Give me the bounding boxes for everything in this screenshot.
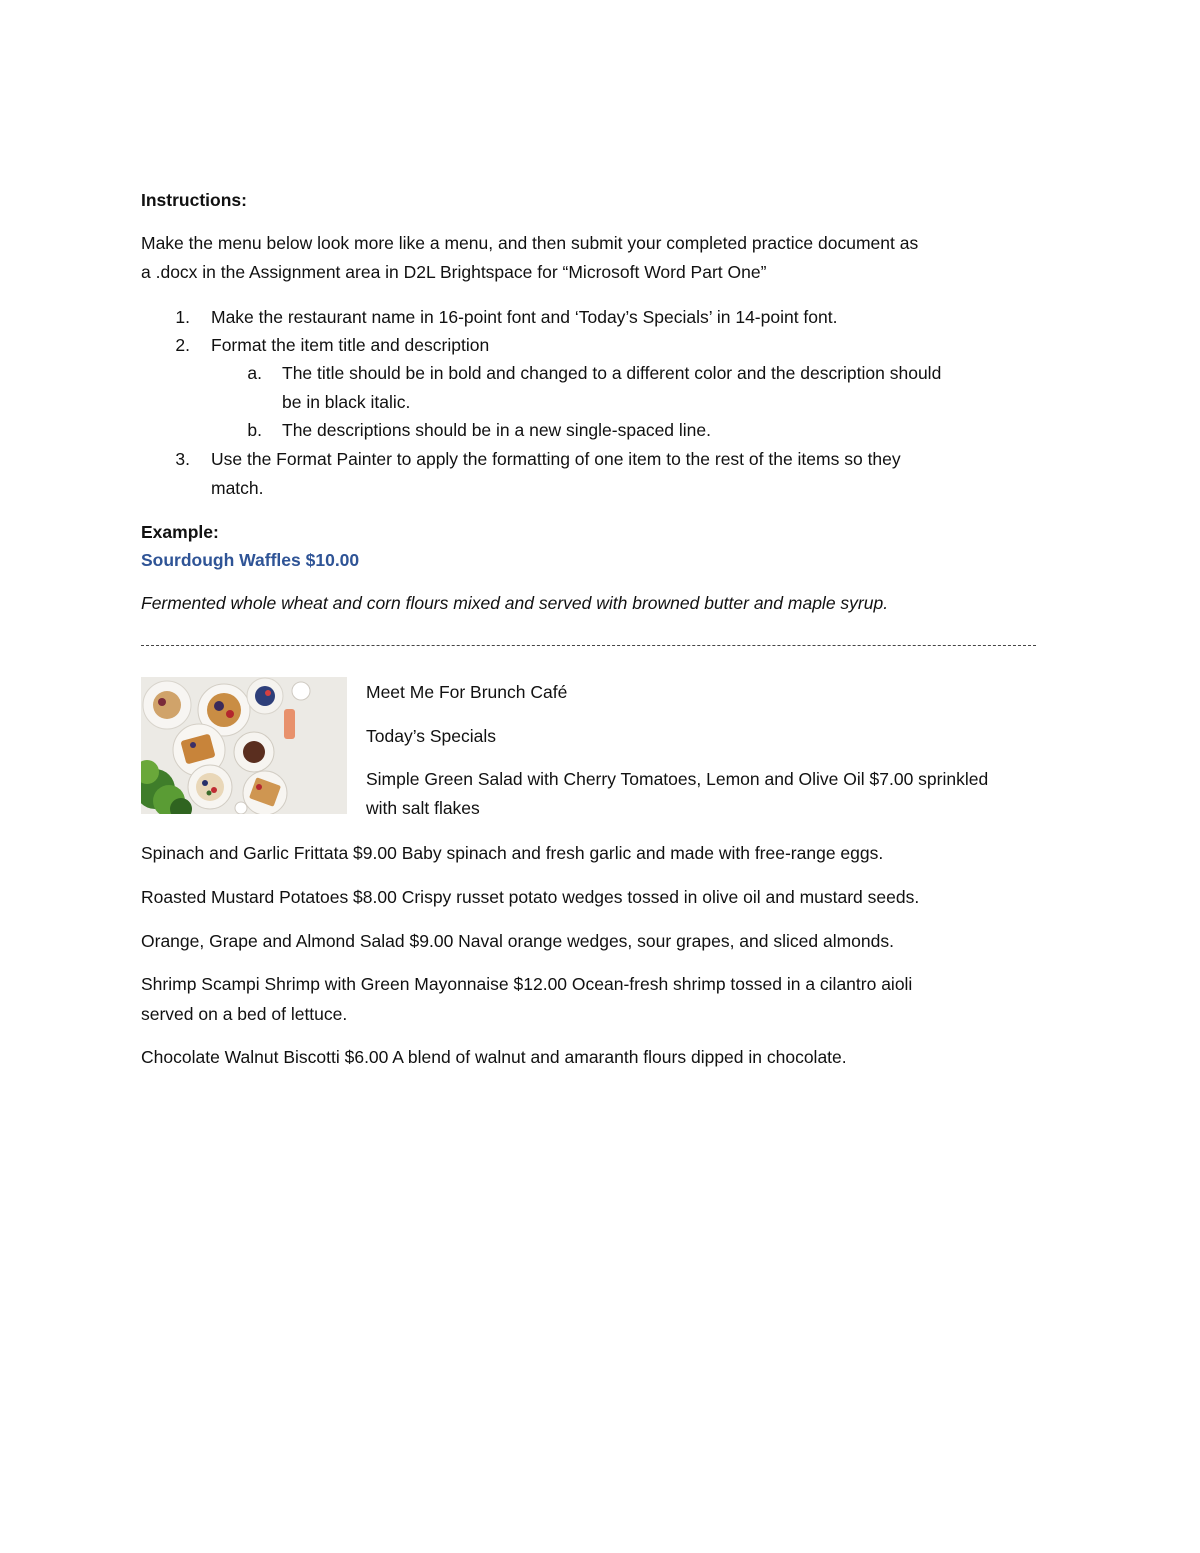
intro-line-1: Make the menu below look more like a menu, and then submit your completed practice document as xyxy=(141,233,919,253)
intro-line-2: a .docx in the Assignment area in D2L Brightspace for “Microsoft Word Part One” xyxy=(141,262,767,282)
menu-item-3: Roasted Mustard Potatoes $8.00 Crispy russet potato wedges tossed in olive oil and mustard seeds. xyxy=(141,887,920,907)
menu-item-5-line-2: served on a bed of lettuce. xyxy=(141,1004,348,1024)
menu-item-4: Orange, Grape and Almond Salad $9.00 Naval orange wedges, sour grapes, and sliced almonds. xyxy=(141,931,894,951)
example-heading: Example: xyxy=(141,522,219,542)
example-item-description: Fermented whole wheat and corn flours mixed and served with browned butter and maple syrup. xyxy=(141,593,889,613)
substep-a-line-2: be in black italic. xyxy=(282,392,411,412)
instructions-heading: Instructions: xyxy=(141,190,247,210)
dashed-divider xyxy=(141,645,1036,646)
restaurant-name: Meet Me For Brunch Café xyxy=(366,682,568,702)
specials-heading: Today’s Specials xyxy=(366,726,497,746)
substep-b-text: The descriptions should be in a new single-spaced line. xyxy=(282,420,712,440)
step-1-number: 1. xyxy=(175,307,190,327)
step-2-text: Format the item title and description xyxy=(211,335,490,355)
step-2-number: 2. xyxy=(175,335,190,355)
step-3-number: 3. xyxy=(175,449,190,469)
menu-item-5-line-1: Shrimp Scampi Shrimp with Green Mayonnaise $12.00 Ocean-fresh shrimp tossed in a cilantro aioli xyxy=(141,974,913,994)
menu-item-6: Chocolate Walnut Biscotti $6.00 A blend of walnut and amaranth flours dipped in chocolate. xyxy=(141,1047,847,1067)
example-item-title: Sourdough Waffles $10.00 xyxy=(141,550,360,570)
step-3-line-2: match. xyxy=(211,478,264,498)
menu-item-1-line-1: Simple Green Salad with Cherry Tomatoes, Lemon and Olive Oil $7.00 sprinkled xyxy=(366,769,989,789)
menu-item-1-line-2: with salt flakes xyxy=(366,798,480,818)
substep-a-line-1: The title should be in bold and changed to a different color and the description should xyxy=(282,363,942,383)
brunch-food-photo xyxy=(141,677,347,814)
substep-b-letter: b. xyxy=(247,420,262,440)
step-1-text: Make the restaurant name in 16-point font and ‘Today’s Specials’ in 14-point font. xyxy=(211,307,838,327)
menu-item-2: Spinach and Garlic Frittata $9.00 Baby spinach and fresh garlic and made with free-range eggs. xyxy=(141,843,884,863)
step-3-line-1: Use the Format Painter to apply the formatting of one item to the rest of the items so they xyxy=(211,449,901,469)
substep-a-letter: a. xyxy=(247,363,262,383)
